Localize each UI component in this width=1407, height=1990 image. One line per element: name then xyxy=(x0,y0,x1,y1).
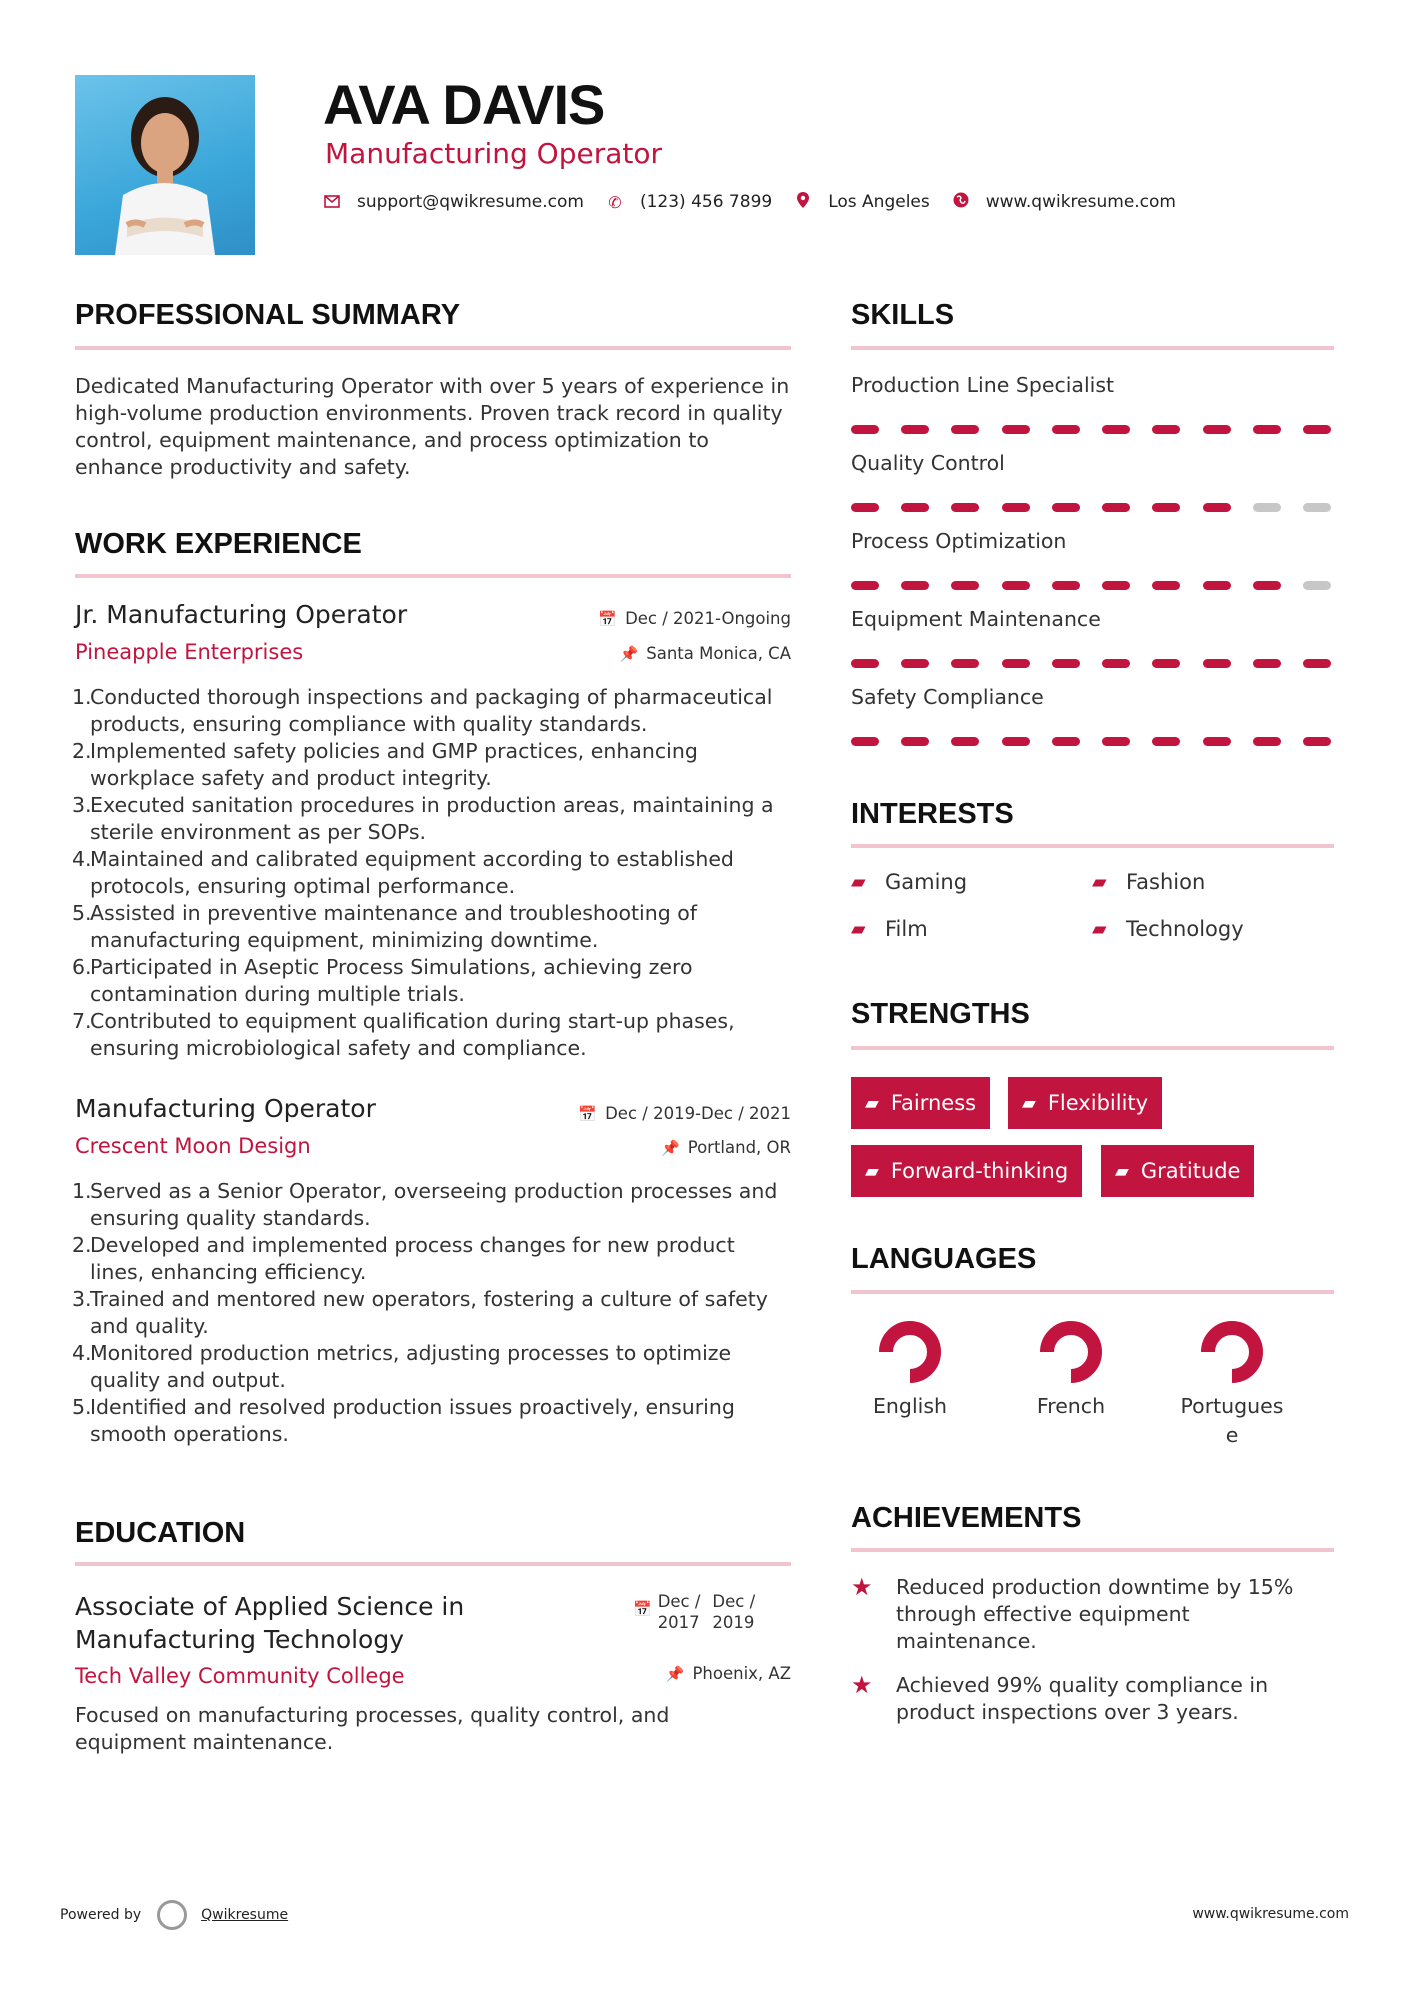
rating-dot-filled xyxy=(851,581,879,590)
degree-line: Associate of Applied Science in xyxy=(75,1592,465,1621)
calendar-icon: 📅 xyxy=(578,1104,598,1123)
rating-dot-filled xyxy=(1203,503,1231,512)
star-icon: ★ xyxy=(851,1573,873,1601)
language-item xyxy=(1172,1320,1292,1450)
duty-item xyxy=(72,954,797,1008)
rating-dot-filled xyxy=(1052,425,1080,434)
map-pin-icon xyxy=(794,192,812,212)
candidate-role: Manufacturing Operator xyxy=(325,137,662,170)
rating-dot-filled xyxy=(1303,659,1331,668)
language-proficiency-ring xyxy=(1200,1320,1264,1384)
education-date xyxy=(633,1591,755,1633)
interest-label: Fashion xyxy=(1126,870,1206,894)
strength-tag xyxy=(1008,1077,1162,1129)
skill-rating xyxy=(851,737,1331,746)
pushpin-icon: 📌 xyxy=(665,1664,685,1683)
summary-divider xyxy=(75,346,791,350)
rating-dot-filled xyxy=(1102,503,1130,512)
education-heading: EDUCATION xyxy=(75,1517,246,1549)
interests-heading: INTERESTS xyxy=(851,798,1014,830)
skill-item xyxy=(851,685,1334,745)
duty-line: quality and output. xyxy=(90,1368,286,1392)
degree-line: Manufacturing Technology xyxy=(75,1625,405,1654)
candidate-name: AVA DAVIS xyxy=(323,73,605,136)
education-divider xyxy=(75,1562,791,1566)
summary-line: Dedicated Manufacturing Operator with over 5 years of experience in xyxy=(75,374,790,398)
rating-dot-filled xyxy=(1253,659,1281,668)
strengths-divider xyxy=(851,1046,1334,1050)
footer-powered-by xyxy=(60,1900,288,1930)
interest-label: Gaming xyxy=(885,870,968,894)
job-date xyxy=(578,1104,791,1123)
pushpin-icon: 📌 xyxy=(661,1138,680,1157)
skill-name: Safety Compliance xyxy=(851,685,1044,709)
brand-link[interactable]: Qwikresume xyxy=(201,1907,289,1923)
interest-item xyxy=(851,870,967,894)
rating-dot-filled xyxy=(951,425,979,434)
duty-item xyxy=(72,1394,797,1448)
qwikresume-logo-icon xyxy=(157,1900,187,1930)
duty-number: 2. xyxy=(72,1233,92,1257)
duty-item xyxy=(72,1008,797,1062)
skill-name: Quality Control xyxy=(851,451,1005,475)
skill-rating xyxy=(851,659,1331,668)
book-icon: ▰ xyxy=(851,871,866,893)
duty-item xyxy=(72,792,797,846)
rating-dot-filled xyxy=(1203,659,1231,668)
powered-by-label: Powered by xyxy=(60,1907,142,1923)
duty-line: lines, enhancing efficiency. xyxy=(90,1260,367,1284)
job-title: Jr. Manufacturing Operator xyxy=(75,600,408,629)
rating-dot-filled xyxy=(901,503,929,512)
phone-text: (123) 456 7899 xyxy=(639,192,773,212)
rating-dot-filled xyxy=(1303,425,1331,434)
language-item xyxy=(1011,1320,1131,1421)
rating-dot-filled xyxy=(1102,737,1130,746)
duty-line: contamination during multiple trials. xyxy=(90,982,465,1006)
duty-number: 1. xyxy=(72,1179,92,1203)
rating-dot-filled xyxy=(1002,737,1030,746)
education-description xyxy=(75,1702,669,1756)
duty-line: smooth operations. xyxy=(90,1422,289,1446)
job-location-text: Portland, OR xyxy=(687,1138,791,1157)
rating-dot-filled xyxy=(1052,581,1080,590)
language-label: Portugues xyxy=(1180,1394,1284,1418)
contact-email[interactable] xyxy=(323,192,584,212)
duty-line: Assisted in preventive maintenance and troubleshooting of xyxy=(90,901,698,925)
rating-dot-filled xyxy=(1203,581,1231,590)
duty-line: products, ensuring compliance with quality standards. xyxy=(90,712,648,736)
rating-dot-filled xyxy=(951,737,979,746)
language-label: French xyxy=(1036,1394,1106,1418)
duty-item xyxy=(72,1178,797,1232)
rating-dot-filled xyxy=(901,425,929,434)
skills-heading: SKILLS xyxy=(851,299,955,331)
date-end xyxy=(712,1591,755,1633)
rating-dot-empty xyxy=(1253,503,1281,512)
book-icon: ▰ xyxy=(865,1160,879,1182)
job-location xyxy=(661,1138,791,1157)
duty-number: 6. xyxy=(72,955,92,979)
rating-dot-filled xyxy=(1253,581,1281,590)
summary-line: high-volume production environments. Proven track record in quality xyxy=(75,401,783,425)
rating-dot-filled xyxy=(1253,425,1281,434)
interest-label: Technology xyxy=(1126,917,1244,941)
rating-dot-filled xyxy=(1303,737,1331,746)
avatar xyxy=(75,75,255,255)
rating-dot-filled xyxy=(1152,581,1180,590)
language-label: English xyxy=(872,1394,948,1418)
footer-url[interactable]: www.qwikresume.com xyxy=(1192,1906,1349,1922)
pushpin-icon: 📌 xyxy=(619,644,639,663)
date-start-month: Dec / xyxy=(657,1592,701,1611)
work-divider xyxy=(75,574,791,578)
languages-divider xyxy=(851,1290,1334,1294)
duty-number: 3. xyxy=(72,793,92,817)
rating-dot-filled xyxy=(1152,659,1180,668)
duty-line: Developed and implemented process changes for new product xyxy=(90,1233,735,1257)
summary-line: control, equipment maintenance, and process optimization to xyxy=(75,428,709,452)
rating-dot-filled xyxy=(1152,737,1180,746)
rating-dot-filled xyxy=(851,659,879,668)
strength-label: Gratitude xyxy=(1140,1159,1241,1183)
book-icon: ▰ xyxy=(1092,871,1107,893)
duty-item xyxy=(72,846,797,900)
profile-photo xyxy=(75,75,255,255)
rating-dot-filled xyxy=(1102,425,1130,434)
duty-line: ensuring quality standards. xyxy=(90,1206,371,1230)
interest-item xyxy=(1092,917,1244,941)
strength-tag xyxy=(851,1077,990,1129)
achievement-line: Achieved 99% quality compliance in xyxy=(896,1673,1269,1697)
rating-dot-filled xyxy=(1102,581,1130,590)
language-label-cont: e xyxy=(1225,1423,1239,1447)
strengths-heading: STRENGTHS xyxy=(851,998,1030,1030)
email-text: support@qwikresume.com xyxy=(357,192,584,212)
duty-line: Participated in Aseptic Process Simulations, achieving zero xyxy=(90,955,693,979)
job-date xyxy=(598,609,791,628)
skill-rating xyxy=(851,425,1331,434)
duty-item xyxy=(72,1286,797,1340)
rating-dot-filled xyxy=(951,581,979,590)
rating-dot-empty xyxy=(1303,503,1331,512)
duty-line: manufacturing equipment, minimizing downtime. xyxy=(90,928,599,952)
skill-item xyxy=(851,451,1334,529)
strength-label: Fairness xyxy=(890,1091,977,1115)
star-icon: ★ xyxy=(851,1671,873,1699)
school-name: Tech Valley Community College xyxy=(75,1664,405,1688)
rating-dot-filled xyxy=(901,581,929,590)
rating-dot-filled xyxy=(1253,737,1281,746)
duty-number: 2. xyxy=(72,739,92,763)
job-company: Pineapple Enterprises xyxy=(75,640,304,664)
rating-dot-filled xyxy=(851,737,879,746)
degree-title xyxy=(75,1590,464,1656)
education-desc-line: equipment maintenance. xyxy=(75,1730,334,1754)
rating-dot-filled xyxy=(851,425,879,434)
duty-item xyxy=(72,1232,797,1286)
book-icon: ▰ xyxy=(1115,1160,1129,1182)
rating-dot-filled xyxy=(1002,581,1030,590)
book-icon: ▰ xyxy=(1022,1092,1036,1114)
book-icon: ▰ xyxy=(851,918,866,940)
interests-divider xyxy=(851,844,1334,848)
duty-number: 5. xyxy=(72,901,92,925)
contact-location xyxy=(794,192,930,212)
duty-number: 1. xyxy=(72,685,92,709)
duty-item xyxy=(72,1340,797,1394)
skill-rating xyxy=(851,503,1331,512)
job-title: Manufacturing Operator xyxy=(75,1094,376,1123)
strength-label: Forward-thinking xyxy=(890,1159,1069,1183)
skill-item xyxy=(851,529,1334,607)
rating-dot-filled xyxy=(851,503,879,512)
summary-text xyxy=(75,373,795,481)
contact-phone[interactable] xyxy=(606,192,772,212)
rating-dot-filled xyxy=(951,503,979,512)
interest-item xyxy=(1092,870,1205,894)
duty-item xyxy=(72,738,797,792)
website-text: www.qwikresume.com xyxy=(985,192,1176,212)
duty-number: 4. xyxy=(72,1341,92,1365)
duty-line: protocols, ensuring optimal performance. xyxy=(90,874,516,898)
duty-number: 7. xyxy=(72,1009,92,1033)
rating-dot-filled xyxy=(1002,503,1030,512)
rating-dot-filled xyxy=(1002,425,1030,434)
duty-line: Executed sanitation procedures in production areas, maintaining a xyxy=(90,793,774,817)
rating-dot-filled xyxy=(951,659,979,668)
skill-name: Equipment Maintenance xyxy=(851,607,1101,631)
duty-line: sterile environment as per SOPs. xyxy=(90,820,427,844)
duty-number: 5. xyxy=(72,1395,92,1419)
skill-name: Process Optimization xyxy=(851,529,1067,553)
achievement-line: product inspections over 3 years. xyxy=(896,1700,1239,1724)
rating-dot-filled xyxy=(1102,659,1130,668)
duty-item xyxy=(72,684,797,738)
interest-label: Film xyxy=(885,917,928,941)
location-text: Los Angeles xyxy=(828,192,930,212)
skill-name: Production Line Specialist xyxy=(851,373,1115,397)
date-end-year: 2019 xyxy=(712,1613,755,1632)
rating-dot-filled xyxy=(1052,737,1080,746)
contact-bar xyxy=(323,192,1198,212)
rating-dot-filled xyxy=(1002,659,1030,668)
rating-dot-filled xyxy=(1052,659,1080,668)
job-date-text: Dec / 2019-Dec / 2021 xyxy=(605,1104,791,1123)
job-company: Crescent Moon Design xyxy=(75,1134,311,1158)
rating-dot-filled xyxy=(1152,503,1180,512)
rating-dot-filled xyxy=(1203,425,1231,434)
duty-line: Maintained and calibrated equipment according to established xyxy=(90,847,734,871)
calendar-icon: 📅 xyxy=(598,609,618,628)
skills-list xyxy=(851,373,1334,745)
achievement-item xyxy=(851,1574,1334,1655)
strength-tag xyxy=(1101,1145,1254,1197)
duty-line: Served as a Senior Operator, overseeing production processes and xyxy=(90,1179,778,1203)
contact-website[interactable] xyxy=(952,192,1176,212)
skills-divider xyxy=(851,346,1334,350)
education-location xyxy=(666,1664,791,1683)
rating-dot-empty xyxy=(1303,581,1331,590)
date-start xyxy=(658,1591,701,1633)
strength-tag xyxy=(851,1145,1082,1197)
book-icon: ▰ xyxy=(865,1092,879,1114)
achievement-line: through effective equipment xyxy=(896,1602,1190,1626)
strength-label: Flexibility xyxy=(1047,1091,1149,1115)
interest-item xyxy=(851,917,928,941)
achievement-item xyxy=(851,1672,1334,1726)
duty-line: Identified and resolved production issues proactively, ensuring xyxy=(90,1395,735,1419)
achievements-heading: ACHIEVEMENTS xyxy=(851,1502,1082,1534)
rating-dot-filled xyxy=(1152,425,1180,434)
job-date-text: Dec / 2021-Ongoing xyxy=(625,609,791,628)
duty-line: Monitored production metrics, adjusting processes to optimize xyxy=(90,1341,732,1365)
work-heading: WORK EXPERIENCE xyxy=(75,528,362,560)
globe-icon xyxy=(952,192,970,212)
rating-dot-filled xyxy=(901,737,929,746)
rating-dot-filled xyxy=(1203,737,1231,746)
education-desc-line: Focused on manufacturing processes, quality control, and xyxy=(75,1703,670,1727)
duty-line: Conducted thorough inspections and packaging of pharmaceutical xyxy=(90,685,773,709)
skill-rating xyxy=(851,581,1331,590)
duty-number: 3. xyxy=(72,1287,92,1311)
education-location-text: Phoenix, AZ xyxy=(692,1664,791,1683)
rating-dot-filled xyxy=(1052,503,1080,512)
language-proficiency-ring xyxy=(878,1320,942,1384)
duty-line: Contributed to equipment qualification during start-up phases, xyxy=(90,1009,735,1033)
job-location xyxy=(620,644,791,663)
language-proficiency-ring xyxy=(1039,1320,1103,1384)
duty-line: Implemented safety policies and GMP practices, enhancing xyxy=(90,739,698,763)
calendar-icon: 📅 xyxy=(633,1600,652,1618)
book-icon: ▰ xyxy=(1092,918,1107,940)
job-duties-list xyxy=(72,684,797,1062)
skill-item xyxy=(851,373,1334,451)
skill-item xyxy=(851,607,1334,685)
date-start-year: 2017 xyxy=(657,1613,700,1632)
phone-icon: ✆ xyxy=(608,192,622,212)
duty-line: and quality. xyxy=(90,1314,209,1338)
languages-heading: LANGUAGES xyxy=(851,1243,1037,1275)
summary-heading: PROFESSIONAL SUMMARY xyxy=(75,299,461,331)
duty-line: Trained and mentored new operators, fostering a culture of safety xyxy=(90,1287,768,1311)
language-item xyxy=(850,1320,970,1421)
job-location-text: Santa Monica, CA xyxy=(646,644,791,663)
rating-dot-filled xyxy=(901,659,929,668)
duty-line: workplace safety and product integrity. xyxy=(90,766,492,790)
duty-number: 4. xyxy=(72,847,92,871)
envelope-icon xyxy=(323,193,341,212)
summary-line: enhance productivity and safety. xyxy=(75,455,411,479)
achievements-divider xyxy=(851,1548,1334,1552)
achievement-line: Reduced production downtime by 15% xyxy=(896,1575,1294,1599)
duty-item xyxy=(72,900,797,954)
achievement-line: maintenance. xyxy=(896,1629,1037,1653)
duty-line: ensuring microbiological safety and compliance. xyxy=(90,1036,587,1060)
date-end-month: Dec / xyxy=(712,1592,756,1611)
job-duties-list xyxy=(72,1178,797,1448)
